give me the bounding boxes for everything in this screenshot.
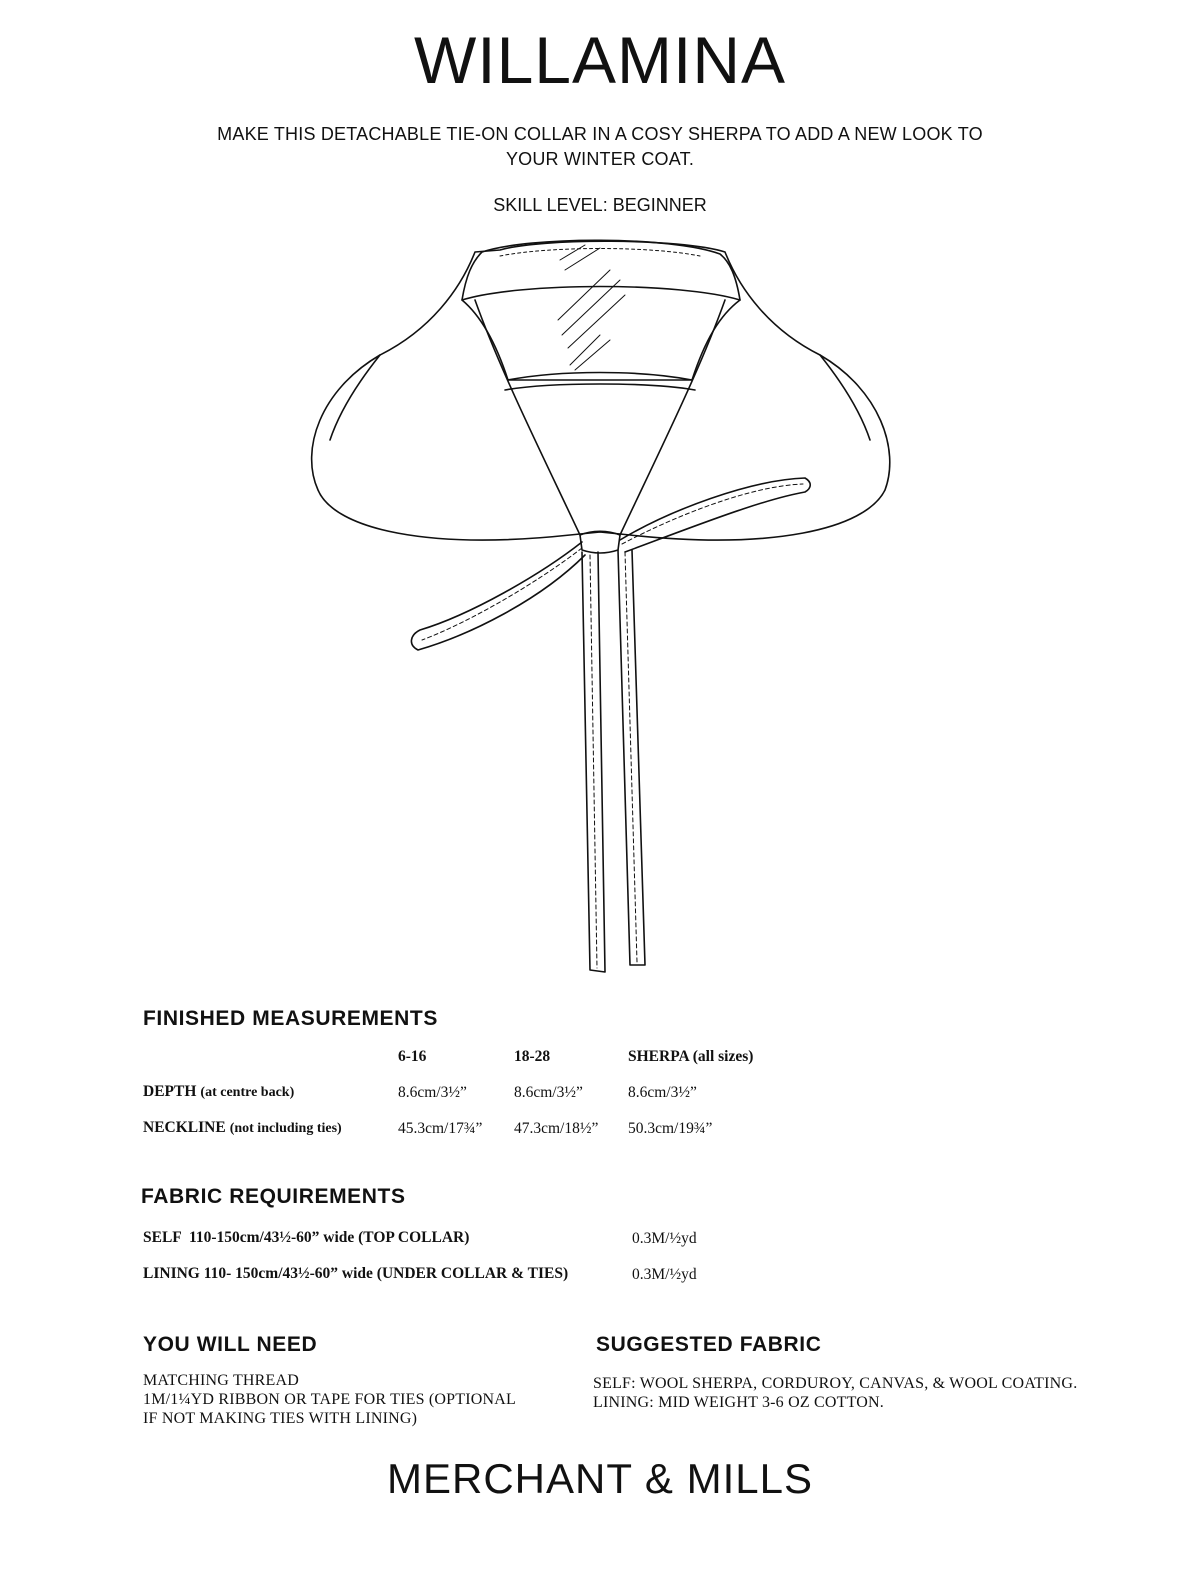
collar-side-left bbox=[330, 355, 380, 440]
description-line-2: YOUR WINTER COAT. bbox=[505, 149, 695, 169]
fabric-self-amount: 0.3M/½yd bbox=[632, 1230, 697, 1247]
row-label-depth: DEPTH bbox=[143, 1083, 197, 1100]
fabric-lining-label: LINING 110- 150cm/43½-60” wide (UNDER COLLAR & TIES) bbox=[143, 1265, 569, 1282]
list-item: MATCHING THREAD bbox=[143, 1372, 300, 1389]
table-row bbox=[143, 1119, 342, 1137]
row-note-depth: (at centre back) bbox=[200, 1085, 295, 1100]
pattern-description bbox=[180, 122, 1020, 172]
skill-level: SKILL LEVEL: BEGINNER bbox=[493, 195, 707, 215]
tie-tail-right-stitch bbox=[625, 552, 637, 962]
you-will-need-list bbox=[143, 1371, 516, 1428]
neck-band-stitch bbox=[500, 249, 700, 257]
list-item: LINING: MID WEIGHT 3-6 OZ COTTON. bbox=[593, 1394, 885, 1411]
collar-fold-line bbox=[505, 384, 695, 390]
neckline-value-6-16: 45.3cm/17¾” bbox=[398, 1120, 483, 1137]
brand-wordmark: MERCHANT & MILLS bbox=[387, 1455, 813, 1502]
table-row bbox=[143, 1083, 294, 1101]
list-item: SELF: WOOL SHERPA, CORDUROY, CANVAS, & WOOL COATING. bbox=[593, 1375, 1078, 1392]
collar-side-right bbox=[820, 355, 870, 440]
pattern-title: WILLAMINA bbox=[413, 23, 787, 97]
fabric-requirements-heading: FABRIC REQUIREMENTS bbox=[141, 1185, 406, 1208]
bow-loop-right bbox=[620, 478, 810, 552]
you-will-need-heading: YOU WILL NEED bbox=[143, 1333, 318, 1356]
description-line-1: MAKE THIS DETACHABLE TIE-ON COLLAR IN A COSY SHERPA TO ADD A NEW LOOK TO bbox=[217, 124, 983, 144]
fabric-lining-amount: 0.3M/½yd bbox=[632, 1266, 697, 1283]
depth-value-6-16: 8.6cm/3½” bbox=[398, 1084, 467, 1101]
row-label-neckline: NECKLINE bbox=[143, 1119, 226, 1136]
bow-loop-right-stitch bbox=[622, 484, 803, 544]
column-header-sherpa: SHERPA (all sizes) bbox=[628, 1048, 754, 1065]
sheen-marks bbox=[558, 245, 625, 370]
column-header-18-28: 18-28 bbox=[514, 1048, 551, 1065]
neckline-value-18-28: 47.3cm/18½” bbox=[514, 1120, 599, 1137]
collar-back-seam bbox=[508, 373, 692, 381]
collar-front-left bbox=[475, 300, 580, 535]
collar-illustration bbox=[300, 230, 900, 990]
suggested-fabric-list bbox=[593, 1374, 1077, 1412]
depth-value-18-28: 8.6cm/3½” bbox=[514, 1084, 583, 1101]
suggested-fabric-heading: SUGGESTED FABRIC bbox=[596, 1333, 822, 1356]
finished-measurements-heading: FINISHED MEASUREMENTS bbox=[143, 1007, 438, 1030]
depth-value-sherpa: 8.6cm/3½” bbox=[628, 1084, 697, 1101]
row-note-neckline: (not including ties) bbox=[229, 1121, 342, 1136]
neckline-value-sherpa: 50.3cm/19¾” bbox=[628, 1120, 713, 1137]
list-item: IF NOT MAKING TIES WITH LINING) bbox=[143, 1410, 418, 1427]
fabric-self-label: SELF 110-150cm/43½-60” wide (TOP COLLAR) bbox=[143, 1229, 470, 1246]
tie-tail-left-stitch bbox=[590, 555, 597, 968]
tie-knot bbox=[580, 531, 620, 553]
list-item: 1M/1¼YD RIBBON OR TAPE FOR TIES (OPTIONAL bbox=[143, 1391, 517, 1408]
column-header-6-16: 6-16 bbox=[398, 1048, 427, 1065]
